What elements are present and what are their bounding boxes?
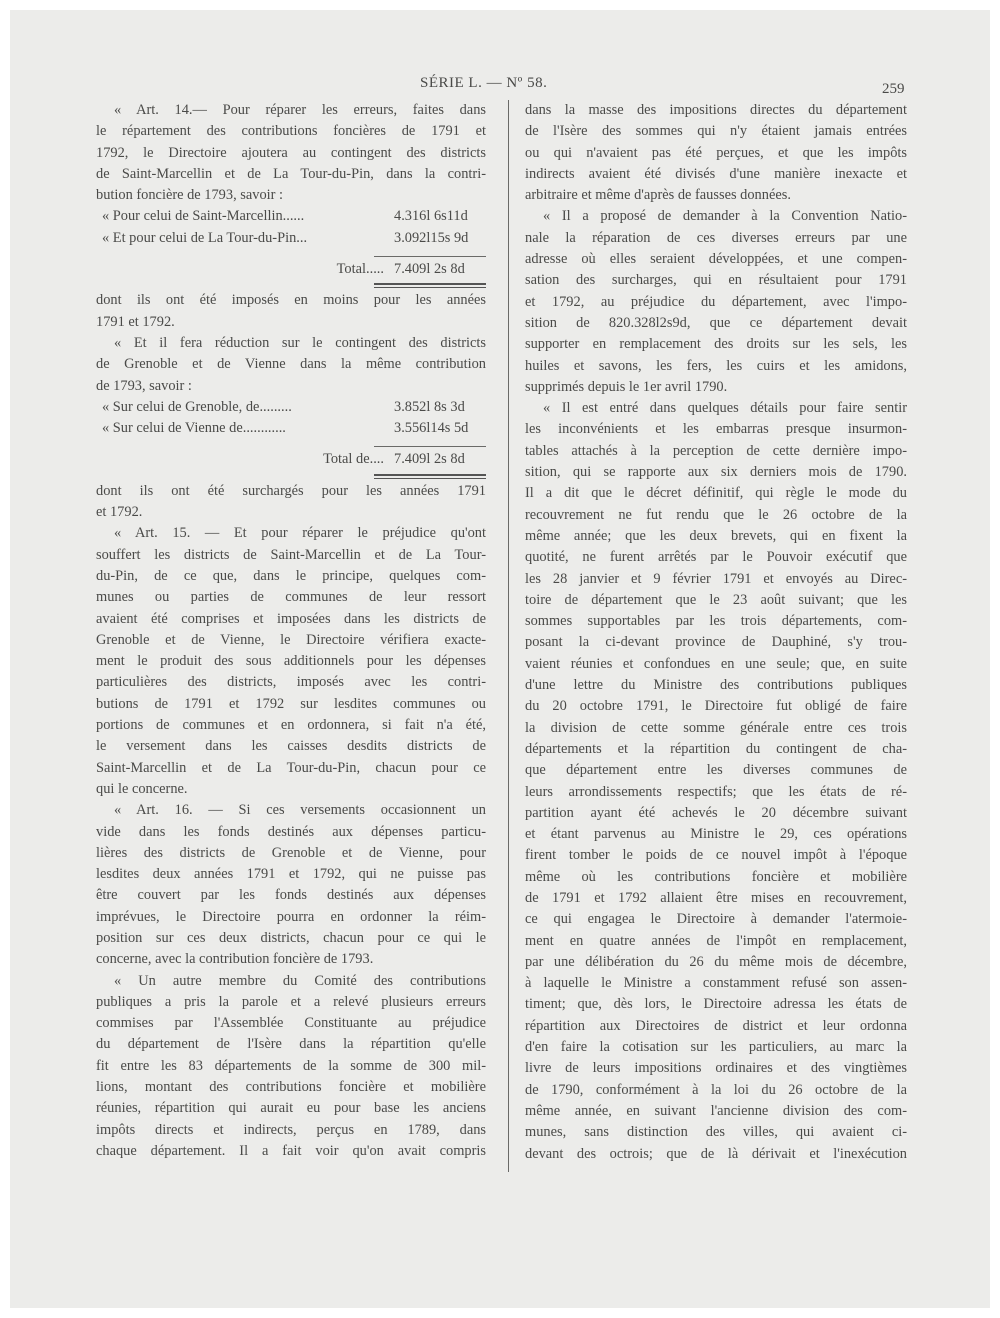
text-line: leurs arrondissements respectifs; que les états de ré- [525,783,907,800]
text-line: publiques a pris la parole et a relevé plusieurs erreurs [96,993,486,1010]
text-line: arbitraire et même d'après de fausses données. [525,187,791,204]
text-line: recouvrement ne fut rendu que le 26 octobre de la [525,506,907,523]
text-line: de Saint-Marcellin et de La Tour-du-Pin, dans la contri- [96,165,486,182]
paragraph [96,290,486,333]
list-item: « Pour celui de Saint-Marcellin...... 4.316l 6s11d [102,208,468,225]
total-double-rule [96,280,486,290]
text-line: bution foncière de 1793, savoir : [96,187,284,204]
text-line: ou qui n'avaient pas été perçues, et que les impôts [525,144,907,161]
text-line: partition ayant été achevés le 20 décembre suivant [525,804,907,821]
text-line: sation des surcharges, qui en résultaient pour 1791 [525,272,907,289]
text-line: de 1793, savoir : [96,377,192,394]
reduction-list [96,397,486,440]
text-line: avaient été comprises et imposées dans les districts de [96,610,486,627]
text-line: 1792, le Directoire ajoutera au contingent des districts [96,144,486,161]
sum-rule [96,249,486,259]
article-14 [96,100,486,206]
text-line: Saint-Marcellin et de La Tour-du-Pin, chacun pour ce [96,759,486,776]
text-line: toire de département que le 23 août suivant; que les [525,591,907,608]
text-line: timent; que, dès lors, le Directoire adressa les états de [525,996,907,1013]
text-line: concerne, avec la contribution foncière de 1793. [96,951,374,968]
left-column [96,100,486,1162]
text-line: Grenoble et de Vienne, le Directoire vérifiera exacte- [96,631,486,648]
text-line: dont ils ont été surchargés pour les années 1791 [96,482,486,499]
text-line: particulières des districts, imposés avec les contri- [96,674,486,691]
text-line: le répartement des contributions foncières de 1791 et [96,123,486,140]
text-line: impôts directs et indirects, perçus en 1789, dans [96,1121,486,1138]
text-line: « Il est entré dans quelques détails pour faire sentir [543,400,907,417]
text-line: nale la réparation de ces diverses erreurs par une [525,229,907,246]
list-item: « Et pour celui de La Tour-du-Pin... 3.092l15s 9d [102,229,469,246]
text-line: dans la masse des impositions directes du département [525,102,907,118]
text-line: fit entre les 83 départements de la somme de 300 mil- [96,1057,486,1074]
text-line: posant la ci-devant province de Dauphiné, s'y trou- [525,634,907,651]
text-line: imprévues, le Directoire pourra en ordonner la réim- [96,908,486,925]
list-item: « Sur celui de Vienne de............ 3.556l14s 5d [102,420,469,437]
text-line: de Grenoble et de Vienne dans la même contribution [96,356,486,373]
text-line: vide dans les fonds destinés aux dépenses particu- [96,823,486,840]
text-line: et 1792. [96,504,143,521]
text-line: d'une lettre du Ministre des contributions publiques [525,677,907,694]
text-line: de 1791 et 1792 allaient être mises en recouvrement, [525,889,907,906]
text-line: même année, en suivant l'ancienne division des com- [525,1102,907,1119]
text-line: sommes supportables par les trois départements, com- [525,613,907,630]
right-column [525,100,907,1165]
paragraph [96,333,486,397]
text-line: à laquelle le Ministre a constamment refusé son assen- [525,975,907,992]
text-line: « Art. 15. — Et pour réparer le préjudice qu'ont [114,525,486,542]
text-line: vaient réunies et confondues en une seule; que, en suite [525,655,907,672]
text-line: butions de 1791 et 1792 sur lesdites communes ou [96,695,486,712]
text-line: ment le produit des sous additionnels pour les dépenses [96,653,486,670]
paragraph [525,206,907,398]
text-line: d'en faire la cotisation sur les particuliers, au marc la [525,1039,907,1056]
text-line: huiles et savons, les fers, les cuirs et les amidons, [525,357,907,374]
text-line: que département entre les diverses communes de [525,762,907,779]
text-line: chaque département. Il a fait voir qu'on avait compris [96,1142,486,1159]
text-line: ce qui engagea le Directoire à demander l'atermoie- [525,911,907,928]
text-line: munes ou parties de communes de leur ressort [96,589,486,606]
text-line: réunies, répartition qui aurait eu pour base les anciens [96,1100,486,1117]
text-line: dont ils ont été imposés en moins pour les années [96,292,486,309]
text-line: livre de leurs impositions ordinaires et des vingtièmes [525,1060,907,1077]
text-line: indirects avaient été divisés d'une manière inexacte et [525,165,907,182]
text-line: de 1790, conformément à la loi du 26 octobre de la [525,1081,907,1098]
paragraph [525,100,907,206]
text-line: lières des districts de Grenoble et de Vienne, pour [96,844,486,861]
text-line: Il a dit que le décret définitif, qui règle le mode du [525,485,907,502]
total-double-rule [96,471,486,481]
text-line: tables attachés à la perception de cette dernière impo- [525,442,907,459]
text-line: « Et il fera réduction sur le contingent des districts [114,334,486,351]
text-line: le versement dans les caisses desdits districts de [96,738,486,755]
sum-rule [96,439,486,449]
paragraph [525,398,907,1165]
addition-list [96,206,486,249]
text-line: « Art. 14.— Pour réparer les erreurs, faites dans [114,102,486,118]
text-line: munes, sans distinction des villes, qui avaient ci- [525,1124,907,1141]
text-line: adresse où elles seraient développées, et une compen- [525,251,907,268]
column-rule [508,100,509,1172]
text-line: firent tomber le poids de ce nouvel impôt à l'époque [525,847,907,864]
text-line: sition de 820.328l2s9d, que ce département devait [525,314,907,331]
text-line: et étant parvenus au Ministre le 29, ces opérations [525,826,907,843]
text-line: lions, montant des contributions foncière et mobilière [96,1079,486,1096]
paragraph [96,971,486,1163]
total-row: Total..... 7.409l 2s 8d [336,261,465,278]
text-line: « Il a proposé de demander à la Convention Natio- [543,208,907,225]
text-line: commises par l'Assemblée Constituante au préjudice [96,1015,486,1032]
text-line: 1791 et 1792. [96,313,175,330]
text-line: départements et la répartition du contingent de cha- [525,740,907,757]
text-line: du-Pin, de ce que, dans le principe, quelques com- [96,567,486,584]
text-line: être couvert par les fonds destinés aux dépenses [96,887,486,904]
text-line: même année; que les deux brevets, qui en fixent la [525,527,907,544]
text-line: sition, qui se rapporte aux six derniers mois de 1790. [525,464,907,481]
text-line: devant des octrois; que de là dérivait et l'inexécution [525,1145,907,1162]
text-line: les 28 janvier et 9 février 1791 et envoyés au Direc- [525,570,907,587]
text-line: portions de communes et en ordonnera, si fait n'a été, [96,717,486,734]
text-line: supporter en remplacement des droits sur les sels, les [525,336,907,353]
list-item: « Sur celui de Grenoble, de......... 3.852l 8s 3d [102,398,465,415]
text-line: qui le concerne. [96,780,188,797]
text-line: lesdites deux années 1791 et 1792, qui ne puisse pas [96,866,486,883]
text-line: la division de cette somme générale entre ces trois [525,719,907,736]
text-line: « Art. 16. — Si ces versements occasionnent un [114,802,486,819]
text-line: même où les contributions foncière et mobilière [525,868,907,885]
text-line: du département de l'Isère dans la répartition qu'elle [96,1036,486,1053]
article-15 [96,523,486,800]
text-line: répartition aux Directoires de district et leur ordonna [525,1017,907,1034]
text-line: de l'Isère des sommes qui n'y étaient jamais entrées [525,123,907,140]
text-line: du 20 octobre 1791, le Directoire fut obligé de faire [525,698,907,715]
page-number: 259 [882,81,905,97]
text-line: position sur ces deux districts, chacun pour ce qui le [96,929,486,946]
paragraph [96,481,486,524]
text-line: les inconvénients et les embarras presque insurmon- [525,421,907,438]
text-line: souffert les districts de Saint-Marcellin et de La Tour- [96,546,486,563]
text-line: ment en quatre années de l'impôt en remplacement, [525,932,907,949]
text-line: par une délibération du 26 du même mois de décembre, [525,953,907,970]
text-line: « Un autre membre du Comité des contributions [114,972,486,989]
total-row: Total de.... 7.409l 2s 8d [323,451,465,468]
article-16 [96,800,486,970]
running-header: SÉRIE L. — Nº 58. [420,75,548,91]
text-line: quotité, ne furent arrêtés par le Pouvoir exécutif que [525,549,907,566]
text-line: supprimés depuis le 1er avril 1790. [525,378,728,395]
text-line: et 1792, au préjudice du département, avec l'impo- [525,293,907,310]
